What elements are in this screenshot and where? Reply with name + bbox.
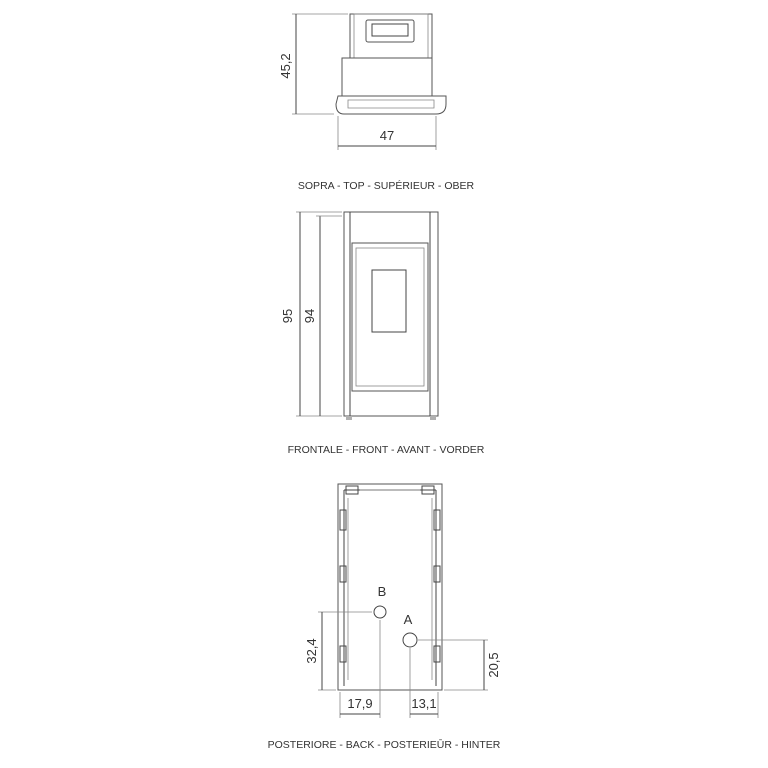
back-b-offset-value: 17,9 [347, 696, 373, 711]
front-view [280, 212, 485, 456]
top-height-value: 45,2 [278, 53, 293, 79]
back-a-height-value: 20,5 [486, 652, 501, 678]
back-view-body [338, 484, 442, 690]
back-b-height-value: 32,4 [304, 638, 319, 664]
top-width-dimension [338, 116, 436, 150]
top-view [278, 14, 475, 192]
top-width-value: 47 [379, 128, 395, 143]
back-view-caption: POSTERIORE - BACK - POSTERIEŪR - HINTER [267, 739, 501, 751]
connection-b-label: B [377, 584, 387, 599]
top-view-caption: SOPRA - TOP - SUPÉRIEUR - OBER [297, 180, 475, 192]
back-view [268, 484, 501, 751]
top-view-body [336, 14, 446, 114]
front-overall-height-value: 95 [280, 308, 295, 324]
front-body-height-value: 94 [302, 308, 317, 324]
front-body-height-dimension [302, 216, 342, 416]
back-a-offset-value: 13,1 [411, 696, 437, 711]
front-view-caption: FRONTALE - FRONT - AVANT - VORDER [287, 444, 485, 456]
front-view-body [344, 212, 438, 420]
connection-a-label: A [403, 612, 413, 627]
